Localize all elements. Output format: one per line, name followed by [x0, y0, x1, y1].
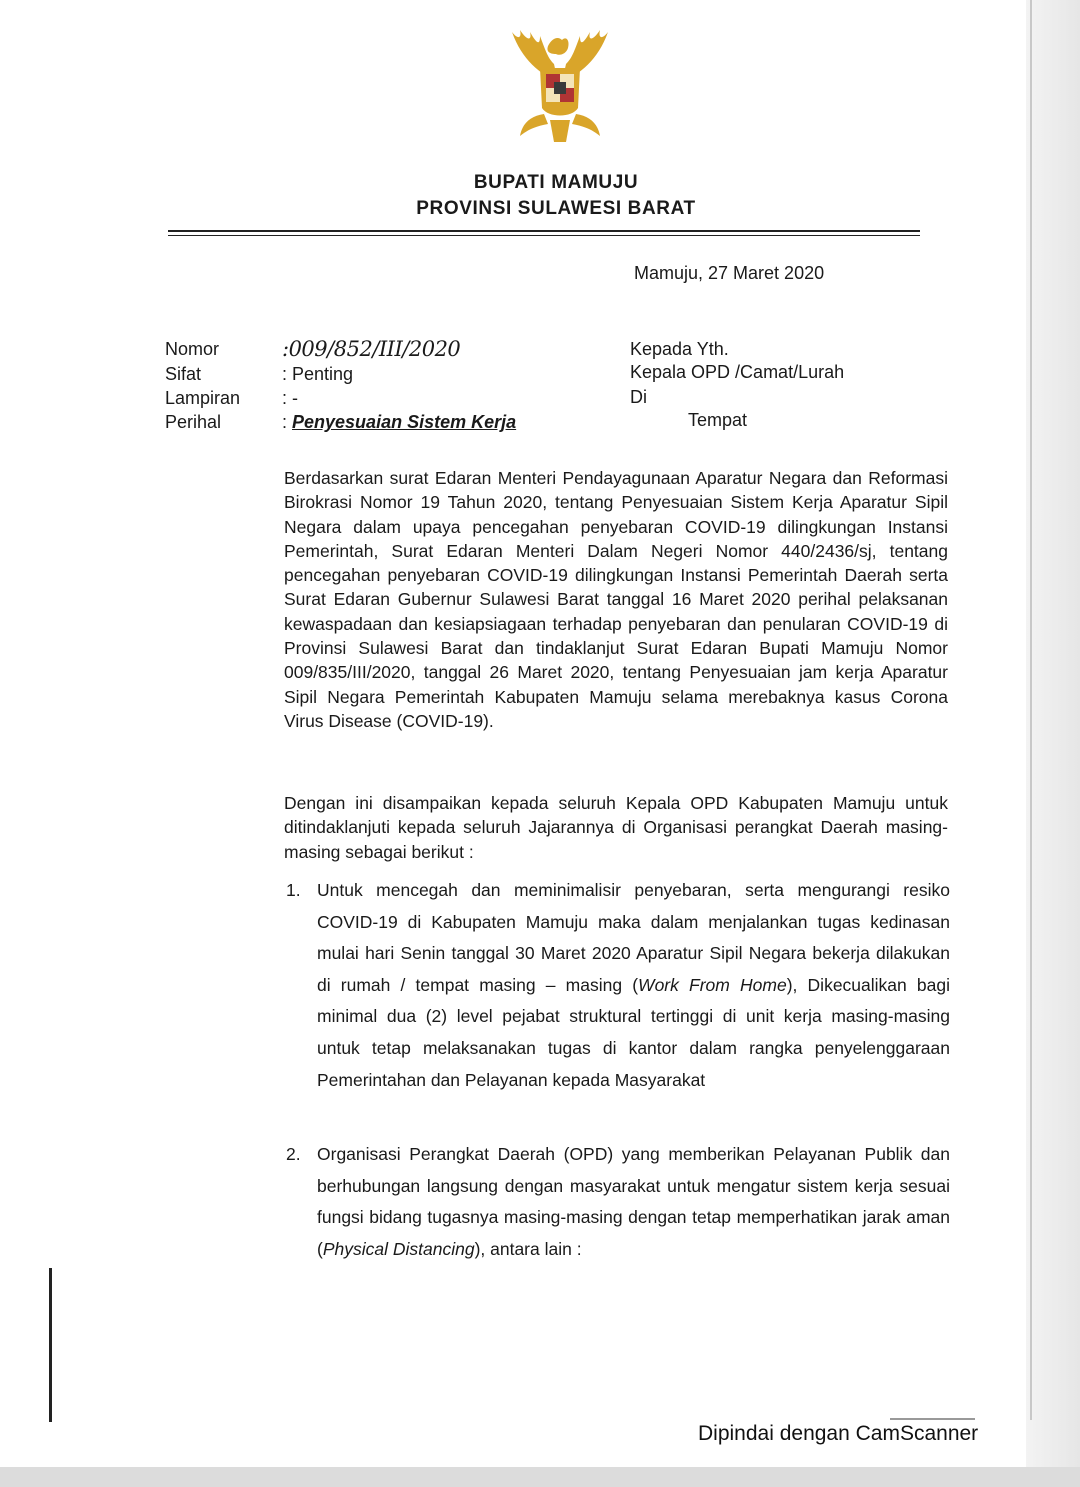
- letterhead-rule-bottom: [168, 235, 920, 236]
- scan-bottom-band: [0, 1467, 1080, 1487]
- nomor-label: Nomor: [165, 339, 220, 359]
- list-number-2: 2.: [286, 1144, 301, 1164]
- list-text-2: Organisasi Perangkat Daerah (OPD) yang memberikan Pelayanan Publik dan berhubungan langsung dengan masyarakat untuk mengatur sistem kerja sesuai fungsi bidang tugasnya masing-masing dengan tetap memperhatikan jarak aman (Physical Distancing), antara lain :: [317, 1144, 950, 1259]
- letter-date: Mamuju, 27 Maret 2020: [634, 263, 825, 283]
- letterhead-title: BUPATI MAMUJU: [473, 172, 639, 193]
- list-text-1: Untuk mencegah dan meminimalisir penyebaran, serta mengurangi resiko COVID-19 di Kabupaten Mamuju maka dalam menjalankan tugas kedinasan mulai hari Senin tanggal 30 Maret 2020 Aparatur Sipil Negara bekerja dilakukan di rumah / tempat masing – masing (Work From Home), Dikecualikan bagi minimal dua (2) level pejabat struktural tertinggi di unit kerja masing-masing untuk tetap melaksanakan tugas di kantor dalam rangka penyelenggaraan Pemerintahan dan Pelayanan kepada Masyarakat: [317, 880, 951, 1090]
- watermark-rule: [890, 1418, 975, 1420]
- perihal-label: Perihal: [165, 412, 222, 432]
- perihal-value: Penyesuaian Sistem Kerja: [292, 412, 517, 432]
- body-paragraph-2: Dengan ini disampaikan kepada seluruh Kepala OPD Kabupaten Mamuju untuk ditindaklanjuti kepada seluruh Jajarannya di Organisasi perangkat Daerah masing-masing sebagai berikut :: [284, 793, 948, 862]
- perihal-row: [282, 412, 516, 433]
- scan-edge-shadow: [1026, 0, 1080, 1487]
- garuda-emblem-icon: [500, 24, 620, 146]
- body-paragraph-1: Berdasarkan surat Edaran Menteri Pendayagunaan Aparatur Negara dan Reformasi Birokrasi Nomor 19 Tahun 2020, tentang Penyesuaian Sistem Kerja Aparatur Sipil Negara dalam upaya pencegahan penyebaran COVID-19 dilingkungan Instansi Pemerintah, Surat Edaran Menteri Dalam Negeri Nomor 440/2436/sj, tentang pencegahan penyebaran COVID-19 dilingkungan Instansi Pemerintah Daerah serta Surat Edaran Gubernur Sulawesi Barat tanggal 16 Maret 2020 perihal pelaksanan kewaspadaan dan kesiapsiagaan terhadap penyebaran dan penularan COVID-19 di Provinsi Sulawesi Barat dan tindaklanjut Surat Edaran Bupati Mamuju Nomor 009/835/III/2020, tanggal 26 Maret 2020, tentang Penyesuaian jam kerja Aparatur Sipil Negara Pemerintah Kabupaten Mamuju selama merebaknya kasus Corona Virus Disease (COVID-19).: [284, 468, 948, 731]
- letterhead-rule-top: [168, 230, 920, 232]
- addressee-line3: Di: [630, 387, 647, 407]
- addressee-line2: Kepala OPD /Camat/Lurah: [630, 362, 845, 382]
- addressee-line4: Tempat: [688, 410, 748, 430]
- nomor-value: :009/852/III/2020: [282, 337, 461, 361]
- list-item-1: [286, 875, 950, 1096]
- scan-left-mark: [49, 1268, 52, 1422]
- list-number-1: 1.: [286, 880, 301, 900]
- list-item-2: [286, 1139, 950, 1265]
- letterhead-subtitle: PROVINSI SULAWESI BARAT: [416, 198, 696, 219]
- lampiran-value: : -: [282, 388, 298, 408]
- addressee-line1: Kepada Yth.: [630, 339, 729, 359]
- perihal-prefix: :: [282, 412, 293, 432]
- sifat-value: : Penting: [282, 364, 354, 384]
- lampiran-label: Lampiran: [165, 388, 241, 408]
- camscanner-watermark: Dipindai dengan CamScanner: [698, 1422, 979, 1445]
- sifat-label: Sifat: [165, 364, 202, 384]
